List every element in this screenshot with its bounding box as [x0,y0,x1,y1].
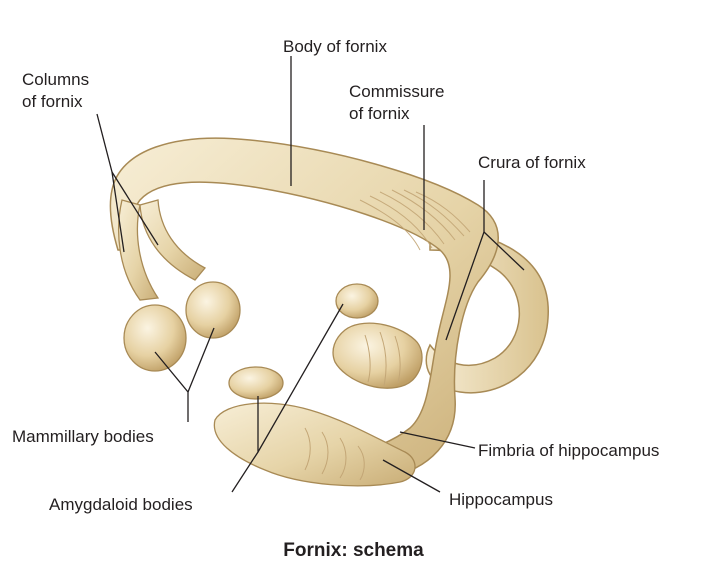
label-commissure-of-fornix-line2: of fornix [349,104,410,123]
mammillary-body-left [124,305,186,371]
label-body-of-fornix: Body of fornix [283,37,387,56]
figure-caption: Fornix: schema [283,540,424,561]
label-columns-of-fornix-line2: of fornix [22,92,83,111]
label-crura-of-fornix: Crura of fornix [478,153,586,172]
column-right [140,200,205,280]
label-mammillary-bodies: Mammillary bodies [12,427,154,446]
label-hippocampus: Hippocampus [449,490,553,509]
label-commissure-of-fornix-line1: Commissure [349,82,445,101]
label-fimbria-of-hippocampus: Fimbria of hippocampus [478,441,660,460]
amygdaloid-body-lower [229,367,283,399]
amygdaloid-body-upper [336,284,378,318]
hippocampus-upper [333,323,422,388]
label-amygdaloid-bodies: Amygdaloid bodies [49,495,193,514]
label-columns-of-fornix-line1: Columns [22,70,90,89]
